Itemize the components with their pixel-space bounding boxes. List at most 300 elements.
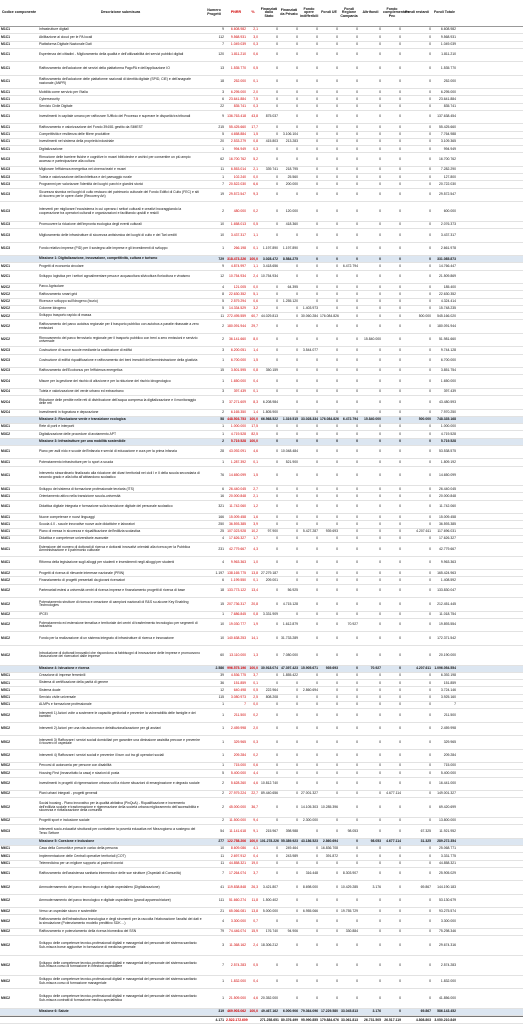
cell-fin-state: 6.208.984 [262,399,278,404]
cell-fin-private: 0 [296,347,298,352]
cell-fin-state: 10.754.934 [261,274,278,279]
cell-fondi-ue: 0 [336,995,338,1000]
header-fondo-complementare: Fondo complementare Pnc [383,6,410,18]
cell-code: M5C2 [1,781,11,786]
cell-fin-private: 0 [296,313,298,318]
cell-fondi-totale: 144.190.183 [437,884,456,889]
cell-fin-other: 0 [316,770,318,775]
cell-fondo-complementare: 0 [399,256,401,261]
cell-fin-other: 0 [316,378,318,383]
cell-fondi-regione: 0 [356,588,358,593]
cell-fin-state: 0 [276,818,278,823]
cell-fondi-regione: 0 [356,368,358,373]
cell-code: M6C1 [1,871,11,876]
cell-fondi-restanti: 0 [429,712,431,717]
cell-fin-state: 0 [276,89,278,94]
cell-altri-fondi: 0 [379,156,381,161]
cell-fin-state: 209.001 [265,577,278,582]
cell-fin-state: 0 [276,486,278,491]
table-row [0,543,523,556]
cell-fin-state: 0 [276,299,278,304]
cell-fondo-complementare: 4.677.114 [386,791,401,796]
cell-fondi-restanti: 0 [429,635,431,640]
cell-percent: 10,2 [251,529,258,534]
cell-fondi-ue: 391.872 [325,853,338,858]
cell-projects: 1 [222,424,224,429]
cell-fondo-complementare: 0 [399,52,401,57]
cell-pnrr: 6.700.000 [230,358,246,363]
cell-fondi-regione: 0 [356,181,358,186]
table-row [0,368,523,375]
mission-subtotal-row [0,417,523,424]
cell-fin-other: 0 [316,570,318,575]
cell-fin-state: 89.440.656 [261,791,278,796]
table-row [0,389,523,396]
cell-fondo-complementare: 0 [399,299,401,304]
cell-projects: 319 [218,1009,224,1014]
cell-projects: 112 [218,34,224,39]
cell-projects: 1 [222,979,224,984]
cell-pnrr: 42.779.667 [229,546,246,551]
cell-percent: 0,3 [253,739,258,744]
cell-projects: 11 [220,860,224,865]
cell-description: Rafforzamento e valorizzazione del Fondo 394/81 gestito da SIMEST [39,124,143,129]
cell-description: Missione 3: Infrastrutture per una mobilità sostenibile [39,438,126,443]
cell-percent: 1,5 [253,132,258,137]
cell-pnrr: 3.437.317 [230,232,246,237]
cell-fondo-complementare: 0 [399,263,401,268]
cell-projects: 250 [218,521,224,526]
cell-fondi-regione: 0 [356,804,358,809]
cell-fin-other: 0 [316,104,318,109]
cell-fondi-restanti: 0 [429,570,431,575]
cell-fondi-ue: 0 [336,424,338,429]
cell-fondo-complementare: 0 [399,358,401,363]
cell-altri-fondi: 0 [379,536,381,541]
table-row [0,431,523,438]
cell-fin-private: 418.360 [285,222,298,227]
cell-pnrr: 272.495.559 [227,313,246,318]
cell-pnrr: 1.535.770 [230,65,246,70]
cell-fondi-ue: 0 [336,449,338,454]
cell-code: M1C1 [1,41,11,46]
cell-fondi-ue: 0 [336,687,338,692]
cell-altri-fondi: 15.840.000 [364,337,381,342]
cell-fondi-regione: 0 [356,846,358,851]
cell-description: Rafforzamento dell'Ecobonus per l'efficienza energetica [39,368,123,373]
cell-fin-other: 0 [316,781,318,786]
cell-fondi-ue: 0 [336,908,338,913]
cell-percent: 22,7 [251,791,258,796]
cell-fondi-totale: 15.009.458 [439,514,456,519]
cell-altri-fondi: 0 [379,306,381,311]
cell-fondi-totale: 209.284 [443,753,456,758]
cell-fondi-ue: 0 [336,246,338,251]
cell-fondi-restanti: 0 [429,546,431,551]
cell-code: M1C1 [1,139,11,144]
cell-fondi-regione: 0 [356,424,358,429]
cell-fin-private: 0 [296,884,298,889]
cell-fin-state: 0 [276,739,278,744]
cell-fin-other: 0 [316,284,318,289]
cell-fondo-complementare: 0 [399,546,401,551]
cell-percent: 4,6 [253,449,258,454]
cell-fin-private: 0 [296,712,298,717]
cell-altri-fondi: 0 [379,174,381,179]
cell-fondi-ue: 0 [336,208,338,213]
cell-fondi-restanti: 0 [429,174,431,179]
cell-fondi-ue: 0 [336,378,338,383]
cell-fin-other: 0 [316,34,318,39]
table-row [0,680,523,687]
table-row [0,467,523,487]
cell-description: Esperienza dei cittadini - Miglioramento della qualità e dell'utilizzabilità dei servizi pubblici digitali [39,52,184,57]
cell-description: Rafforzamento del parco autobus regionale per il trasporto pubblico con autobus a paratie ribassate a zero emissioni [39,322,199,330]
cell-pnrr: 252.000 [233,79,246,84]
cell-fondi-restanti: 0 [429,104,431,109]
cell-fondi-totale: 252.000 [443,79,456,84]
cell-projects: 2 [222,208,224,213]
cell-description: Rafforzamento dell'adozione delle piattaforme nazionali di identità digitale (SPID, CIE) e dell'anagrafe nazionale (ANPR) [39,77,192,85]
table-row [0,908,523,915]
cell-fondi-restanti: 0 [429,256,431,261]
cell-fondi-regione: 0 [356,96,358,101]
cell-fin-private: 200.000 [285,181,298,186]
cell-fondi-totale: 397.439 [443,389,456,394]
cell-fondo-complementare: 0 [399,192,401,197]
cell-description: Sistema di certificazione della parità di genere [39,680,109,685]
cell-fin-state: 215.967 [265,828,278,833]
cell-projects: 10 [220,232,224,237]
cell-fin-private: 0 [296,493,298,498]
cell-fondi-totale: 151.859 [443,680,456,685]
cell-percent: 100,0 [249,417,258,422]
cell-fondi-totale: 4.719.528 [440,431,456,436]
table-row [0,557,523,570]
cell-altri-fondi: 0 [379,104,381,109]
cell-fin-other: 0 [316,368,318,373]
cell-fin-private: 0 [296,323,298,328]
cell-altri-fondi: 0 [379,601,381,606]
cell-fin-other: 0 [316,846,318,851]
cell-fondi-regione: 0 [356,601,358,606]
cell-fin-state: 0 [276,132,278,137]
cell-description: Colonne Idrogeno [39,306,66,311]
cell-fondi-restanti: 0 [429,612,431,617]
cell-code: M1C3 [1,167,11,172]
cell-fondi-restanti: 0 [429,79,431,84]
cell-fin-state: 0 [276,753,278,758]
cell-fondi-totale: 3.437.317 [440,232,456,237]
cell-description: Rete di porti e interporti [39,424,75,429]
cell-fondi-ue: 0 [336,459,338,464]
cell-fondo-complementare: 0 [399,612,401,617]
cell-fin-other: 0 [316,763,318,768]
cell-fondi-totale: 165.424.963 [437,570,456,575]
cell-percent: 0,5 [253,65,258,70]
cell-fondi-ue: 0 [336,389,338,394]
cell-code: M6C2 [1,942,11,947]
cell-fin-private: 47.397.423 [281,666,298,671]
cell-fondo-complementare: 0 [399,431,401,436]
cell-fin-private: 80.376.499 [281,1017,298,1022]
cell-fondi-restanti: 500.000 [418,417,431,422]
cell-projects: 5 [222,770,224,775]
cell-fondi-regione: 0 [356,246,358,251]
cell-fondi-totale: 11.921.952 [439,828,456,833]
cell-fin-other: 0 [316,577,318,582]
cell-projects: 19 [220,192,224,197]
cell-fondo-complementare: 0 [399,695,401,700]
cell-fondi-restanti: 0 [429,673,431,678]
cell-fin-other: 0 [316,208,318,213]
cell-fondi-ue: 0 [336,635,338,640]
cell-code: M2C2 [1,291,11,296]
cell-fin-private: 0 [296,979,298,984]
cell-fondi-ue: 0 [336,536,338,541]
cell-pnrr: 1.199.550 [230,577,246,582]
header-fondi-totale: Fondi Totale [433,10,456,15]
table-row [0,529,523,536]
cell-fondi-totale: 23.641.884 [439,96,456,101]
table-row [0,299,523,306]
cell-fondi-regione: 0 [356,409,358,414]
cell-fin-other: 0 [316,546,318,551]
table-row [0,695,523,702]
cell-description: Digitalizzazione [39,146,63,151]
cell-projects: 1 [222,174,224,179]
cell-fondo-complementare: 0 [399,124,401,129]
cell-code: M5C1 [1,687,11,692]
cell-code: M1C3 [1,222,11,227]
cell-altri-fondi: 0 [379,89,381,94]
cell-code: M2C3 [1,368,11,373]
cell-pnrr: 209.284 [233,753,246,758]
cell-fondi-restanti: 0 [429,27,431,32]
cell-fondi-restanti: 0 [429,763,431,768]
cell-description: ALMPs e formazione professionale [39,702,92,707]
cell-percent: 26,3 [251,884,258,889]
cell-fondo-complementare: 0 [399,726,401,731]
cell-code: M4C1 [1,486,11,491]
cell-fondi-restanti: 0 [429,34,431,39]
cell-percent: 0,5 [253,222,258,227]
mission-subtotal-row [0,256,523,263]
table-row [0,861,523,868]
cell-fondi-restanti: 0 [429,139,431,144]
cell-fondi-ue: 0 [336,124,338,129]
cell-fin-state: 0 [276,726,278,731]
cell-pnrr: 318.473.226 [227,256,246,261]
cell-altri-fondi: 0 [379,256,381,261]
cell-fondo-complementare: 0 [399,449,401,454]
cell-fondi-ue: 0 [336,306,338,311]
table-row [0,375,523,388]
cell-pnrr: 2.459.998 [230,726,246,731]
cell-altri-fondi: 0 [379,181,381,186]
table-row [0,723,523,736]
cell-altri-fondi: 0 [379,41,381,46]
cell-fondi-totale: 14.766.447 [439,263,456,268]
cell-fondi-restanti: 0 [429,493,431,498]
cell-pnrr: 45.000.000 [229,804,246,809]
cell-pnrr: 5.719.528 [230,438,246,443]
cell-fondi-restanti: 0 [429,860,431,865]
cell-fondo-complementare: 0 [399,139,401,144]
cell-fin-private: 0 [296,995,298,1000]
cell-fin-state: 0 [276,918,278,923]
cell-fondi-regione: 0 [356,570,358,575]
cell-fin-private: 8.584.275 [282,256,298,261]
cell-fondo-complementare: 0 [399,114,401,119]
cell-fin-private: 0 [296,424,298,429]
cell-altri-fondi: 0 [379,635,381,640]
cell-percent: 43,8 [251,114,258,119]
cell-code: M4C1 [1,521,11,526]
cell-description: Orientamento attivo nella transizione scuola-università [39,493,121,498]
cell-fin-other: 5.427.287 [302,529,318,534]
cell-percent: 0,4 [253,378,258,383]
cell-fondi-totale: 51.981.660 [439,337,456,342]
cell-fin-state: 44.029.813 [261,313,278,318]
cell-percent: 2,4 [253,274,258,279]
cell-projects: 10 [220,846,224,851]
cell-fondi-regione: 0 [356,898,358,903]
cell-fondi-totale: 9.744.128 [440,347,456,352]
cell-fondo-complementare: 0 [399,323,401,328]
cell-fondo-complementare: 0 [399,222,401,227]
cell-code: M2C1 [1,263,11,268]
cell-pnrr: 23.641.884 [229,96,246,101]
cell-fondi-restanti: 0 [429,473,431,478]
cell-pnrr: 133.773.122 [227,588,246,593]
cell-fin-private: 94.906 [287,929,298,934]
cell-percent: 3,7 [253,871,258,876]
cell-fin-other: 3.544.077 [302,347,318,352]
cell-fondi-restanti: 4.207.611 [416,529,431,534]
cell-fin-other: 15.905.671 [301,666,318,671]
table-row [0,334,523,347]
cell-fondi-regione: 0 [356,306,358,311]
cell-fin-private: 0 [296,536,298,541]
cell-fondi-regione: 0 [356,781,358,786]
cell-fin-state: 0 [276,680,278,685]
cell-percent: 0,1 [253,79,258,84]
cell-fin-other: 0 [316,521,318,526]
cell-fondi-restanti: 0 [429,368,431,373]
cell-fondi-totale: 137.638.454 [437,114,456,119]
cell-pnrr: 22.630.352 [229,291,246,296]
cell-code: M5C2 [1,804,11,809]
cell-code: M1C3 [1,181,11,186]
cell-fin-state: 0 [276,124,278,129]
cell-fin-state: 97.900 [267,529,278,534]
cell-pnrr: 26.440.045 [229,486,246,491]
cell-pnrr: 36.593.385 [229,521,246,526]
cell-fondi-regione: 0 [356,139,358,144]
cell-projects: 4 [222,284,224,289]
cell-description: Casa della Comunità e presa in carico della persona [39,846,118,851]
cell-altri-fondi: 0 [379,146,381,151]
cell-code: M2C3 [1,347,11,352]
cell-projects: 120 [218,52,224,57]
cell-fin-state: 875.037 [265,114,278,119]
cell-fin-private: 0 [296,389,298,394]
cell-altri-fondi: 0 [379,291,381,296]
cell-fondo-complementare: 0 [399,702,401,707]
cell-code: M2C2 [1,284,11,289]
cell-fondo-complementare: 0 [399,560,401,565]
cell-fin-private: 0 [296,274,298,279]
cell-fin-state: 3.418.656 [262,263,278,268]
cell-fondi-restanti: 0 [429,299,431,304]
cell-fondi-restanti: 0 [429,942,431,947]
cell-fondo-complementare: 0 [399,781,401,786]
table-row [0,585,523,598]
table-row [0,915,523,928]
cell-altri-fondi: 0 [379,846,381,851]
cell-projects: 1.197 [215,570,224,575]
cell-description: Telemedicina per un migliore supporto ai pazienti cronici [39,860,124,865]
cell-fondi-restanti: 0 [429,929,431,934]
cell-percent: 36,7 [251,804,258,809]
cell-fondi-restanti: 0 [429,560,431,565]
cell-fondi-ue: 0 [336,695,338,700]
table-row [0,956,523,976]
cell-pnrr: 469.903.062 [227,1009,246,1014]
cell-fondi-ue: 0 [336,438,338,443]
cell-code: M2C4 [1,409,11,414]
cell-fondo-complementare: 0 [399,378,401,383]
cell-altri-fondi: 0 [379,65,381,70]
cell-fondi-totale: 211.500 [443,712,456,717]
cell-code: M5C1 [1,680,11,685]
cell-fin-other: 0 [316,337,318,342]
cell-fin-private: 25.560 [287,174,298,179]
cell-fin-private: 0 [296,962,298,967]
cell-projects: 54 [220,828,224,833]
cell-fin-other: 0 [316,424,318,429]
cell-percent: 0,1 [253,577,258,582]
cell-description: Housing First (innanzitutto la casa) e stazioni di posta [39,770,120,775]
cell-fin-other: 0 [316,536,318,541]
table-row [0,181,523,188]
cell-fondi-restanti: 0 [429,908,431,913]
cell-fin-other: 0 [316,898,318,903]
cell-fondo-complementare: 0 [399,942,401,947]
cell-fondi-restanti: 0 [429,431,431,436]
cell-code: M4C1 [1,493,11,498]
cell-code: M2C2 [1,313,11,318]
cell-fin-state: 101.278.226 [260,839,279,844]
cell-fin-private: 398.988 [285,828,298,833]
cell-projects: 8 [222,291,224,296]
cell-pnrr: 1.049.039 [230,41,246,46]
cell-altri-fondi: 0 [379,114,381,119]
cell-fondi-ue: 2.860.694 [322,839,338,844]
cell-description: Fondo per la realizzazione di un sistema integrato di infrastrutture di ricerca e innovazione [39,635,174,640]
cell-fondi-restanti: 0 [429,680,431,685]
cell-altri-fondi: 0 [379,431,381,436]
cell-altri-fondi: 0 [379,323,381,328]
cell-fondi-restanti: 0 [429,114,431,119]
table-row [0,153,523,166]
cell-fondi-totale: 6.392.198 [440,673,456,678]
cell-fondi-ue: 0 [336,828,338,833]
cell-fin-private: 0 [296,114,298,119]
cell-fondi-ue: 0 [336,274,338,279]
cell-percent: 8,0 [253,337,258,342]
